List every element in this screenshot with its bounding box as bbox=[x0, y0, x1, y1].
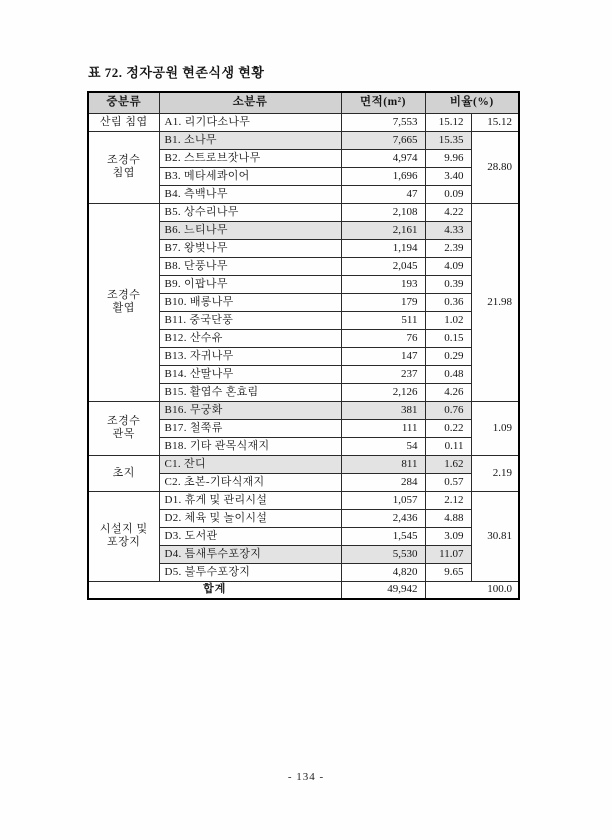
ratio-cell: 0.36 bbox=[425, 293, 471, 311]
area-cell: 193 bbox=[341, 275, 425, 293]
vegetation-table bbox=[87, 91, 520, 600]
area-cell: 76 bbox=[341, 329, 425, 347]
ratio-cell: 4.33 bbox=[425, 221, 471, 239]
ratio-cell: 3.09 bbox=[425, 527, 471, 545]
area-cell: 284 bbox=[341, 473, 425, 491]
page-number: - 134 - bbox=[287, 771, 325, 783]
sub-class-cell: B12. 산수유 bbox=[159, 329, 341, 347]
ratio-cell: 15.35 bbox=[425, 131, 471, 149]
sub-class-cell: B5. 상수리나무 bbox=[159, 203, 341, 221]
total-label-cell: 합계 bbox=[88, 581, 341, 599]
table-row bbox=[88, 401, 519, 419]
area-cell: 1,545 bbox=[341, 527, 425, 545]
mid-class-cell: 조경수 관목 bbox=[88, 401, 159, 455]
ratio-cell: 4.88 bbox=[425, 509, 471, 527]
ratio-cell: 9.96 bbox=[425, 149, 471, 167]
area-cell: 7,553 bbox=[341, 113, 425, 131]
mid-class-cell: 조경수 침엽 bbox=[88, 131, 159, 203]
header-row bbox=[88, 92, 519, 113]
sub-class-cell: B15. 활엽수 혼효림 bbox=[159, 383, 341, 401]
ratio-cell: 0.09 bbox=[425, 185, 471, 203]
table-row bbox=[88, 131, 519, 149]
ratio-cell: 11.07 bbox=[425, 545, 471, 563]
area-cell: 511 bbox=[341, 311, 425, 329]
area-cell: 2,108 bbox=[341, 203, 425, 221]
mid-class-cell: 산림 침엽 bbox=[88, 113, 159, 131]
sub-class-cell: B4. 측백나무 bbox=[159, 185, 341, 203]
col-header-ratio: 비율(%) bbox=[425, 92, 519, 113]
sub-class-cell: B11. 중국단풍 bbox=[159, 311, 341, 329]
area-cell: 381 bbox=[341, 401, 425, 419]
ratio-cell: 3.40 bbox=[425, 167, 471, 185]
total-area-cell: 49,942 bbox=[341, 581, 425, 599]
area-cell: 237 bbox=[341, 365, 425, 383]
area-cell: 2,126 bbox=[341, 383, 425, 401]
table-row bbox=[88, 455, 519, 473]
group-ratio-cell: 30.81 bbox=[471, 491, 519, 581]
group-ratio-cell: 21.98 bbox=[471, 203, 519, 401]
area-cell: 4,820 bbox=[341, 563, 425, 581]
sub-class-cell: D4. 틈새투수포장지 bbox=[159, 545, 341, 563]
mid-class-cell: 시설지 및 포장지 bbox=[88, 491, 159, 581]
col-header-area: 면적(m²) bbox=[341, 92, 425, 113]
ratio-cell: 0.39 bbox=[425, 275, 471, 293]
sub-class-cell: B1. 소나무 bbox=[159, 131, 341, 149]
ratio-cell: 0.57 bbox=[425, 473, 471, 491]
sub-class-cell: B16. 무궁화 bbox=[159, 401, 341, 419]
ratio-cell: 4.09 bbox=[425, 257, 471, 275]
area-cell: 47 bbox=[341, 185, 425, 203]
ratio-cell: 1.62 bbox=[425, 455, 471, 473]
sub-class-cell: B9. 이팝나무 bbox=[159, 275, 341, 293]
col-header-sub-class: 소분류 bbox=[159, 92, 341, 113]
total-row bbox=[88, 581, 519, 599]
table-caption: 표 72. 정자공원 현존식생 현황 bbox=[88, 65, 265, 80]
area-cell: 1,057 bbox=[341, 491, 425, 509]
group-ratio-cell: 1.09 bbox=[471, 401, 519, 455]
area-cell: 1,194 bbox=[341, 239, 425, 257]
area-cell: 811 bbox=[341, 455, 425, 473]
sub-class-cell: B6. 느티나무 bbox=[159, 221, 341, 239]
sub-class-cell: C1. 잔디 bbox=[159, 455, 341, 473]
ratio-cell: 2.12 bbox=[425, 491, 471, 509]
table-row bbox=[88, 491, 519, 509]
ratio-cell: 0.48 bbox=[425, 365, 471, 383]
sub-class-cell: D5. 불투수포장지 bbox=[159, 563, 341, 581]
sub-class-cell: B8. 단풍나무 bbox=[159, 257, 341, 275]
sub-class-cell: D3. 도서관 bbox=[159, 527, 341, 545]
ratio-cell: 0.22 bbox=[425, 419, 471, 437]
group-ratio-cell: 15.12 bbox=[471, 113, 519, 131]
ratio-cell: 0.76 bbox=[425, 401, 471, 419]
sub-class-cell: D1. 휴게 및 관리시설 bbox=[159, 491, 341, 509]
sub-class-cell: B3. 메타세콰이어 bbox=[159, 167, 341, 185]
ratio-cell: 1.02 bbox=[425, 311, 471, 329]
group-ratio-cell: 28.80 bbox=[471, 131, 519, 203]
sub-class-cell: B10. 배롱나무 bbox=[159, 293, 341, 311]
area-cell: 111 bbox=[341, 419, 425, 437]
sub-class-cell: B7. 왕벚나무 bbox=[159, 239, 341, 257]
area-cell: 4,974 bbox=[341, 149, 425, 167]
group-ratio-cell: 2.19 bbox=[471, 455, 519, 491]
ratio-cell: 4.22 bbox=[425, 203, 471, 221]
ratio-cell: 4.26 bbox=[425, 383, 471, 401]
ratio-cell: 0.15 bbox=[425, 329, 471, 347]
sub-class-cell: B2. 스트로브잣나무 bbox=[159, 149, 341, 167]
table-header bbox=[88, 92, 519, 113]
area-cell: 147 bbox=[341, 347, 425, 365]
sub-class-cell: B13. 자귀나무 bbox=[159, 347, 341, 365]
sub-class-cell: B18. 기타 관목식재지 bbox=[159, 437, 341, 455]
area-cell: 2,045 bbox=[341, 257, 425, 275]
vegetation-table-body bbox=[88, 113, 519, 599]
area-cell: 1,696 bbox=[341, 167, 425, 185]
ratio-cell: 15.12 bbox=[425, 113, 471, 131]
total-ratio-cell: 100.0 bbox=[425, 581, 519, 599]
ratio-cell: 0.11 bbox=[425, 437, 471, 455]
sub-class-cell: B17. 철쭉류 bbox=[159, 419, 341, 437]
mid-class-cell: 조경수 활엽 bbox=[88, 203, 159, 401]
ratio-cell: 2.39 bbox=[425, 239, 471, 257]
area-cell: 7,665 bbox=[341, 131, 425, 149]
area-cell: 2,436 bbox=[341, 509, 425, 527]
area-cell: 2,161 bbox=[341, 221, 425, 239]
mid-class-cell: 초지 bbox=[88, 455, 159, 491]
table-row bbox=[88, 203, 519, 221]
sub-class-cell: C2. 초본-기타식재지 bbox=[159, 473, 341, 491]
sub-class-cell: D2. 체육 및 놀이시설 bbox=[159, 509, 341, 527]
area-cell: 54 bbox=[341, 437, 425, 455]
sub-class-cell: B14. 산딸나무 bbox=[159, 365, 341, 383]
ratio-cell: 0.29 bbox=[425, 347, 471, 365]
ratio-cell: 9.65 bbox=[425, 563, 471, 581]
sub-class-cell: A1. 리기다소나무 bbox=[159, 113, 341, 131]
col-header-mid-class: 중분류 bbox=[88, 92, 159, 113]
area-cell: 179 bbox=[341, 293, 425, 311]
area-cell: 5,530 bbox=[341, 545, 425, 563]
table-row bbox=[88, 113, 519, 131]
